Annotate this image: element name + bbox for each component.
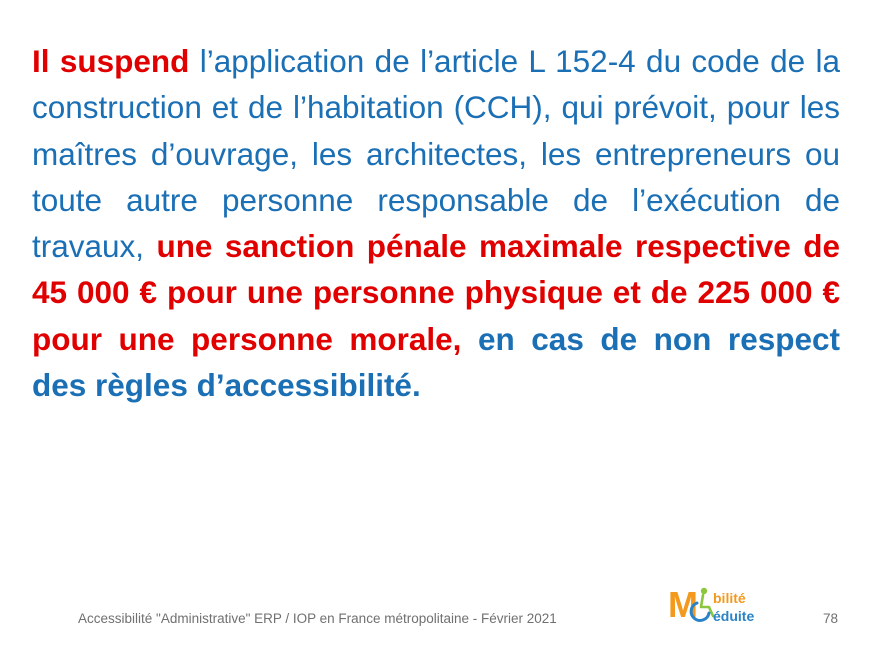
emphasis-accessibility: en cas de non respect des règles d’accessibilité. [32,320,840,404]
slide-body-text [32,38,840,408]
footer-text: Accessibilité "Administrative" ERP / IOP en France métropolitaine - Février 2021 [78,611,557,626]
logo-word-bottom: éduite [713,608,755,624]
body-text-article: l’application de l’article L 152-4 du code de la construction et de l’habitation (CCH), qui prévoit, pour les maîtres d’ouvrage, les architectes, les entrepreneurs ou toute autre personne responsable de l’exécution de travaux, [32,43,840,265]
mobilite-reduite-logo [668,583,768,631]
page-number: 78 [823,611,839,626]
emphasis-suspend: Il suspend [32,43,190,79]
emphasis-sanction: une sanction pénale maximale respective de 45 000 € pour une personne physique et de 225 000 € pour une personne morale, [32,228,840,357]
logo-word-top: bilité [713,590,746,606]
logo-letter-m: M [668,584,698,625]
